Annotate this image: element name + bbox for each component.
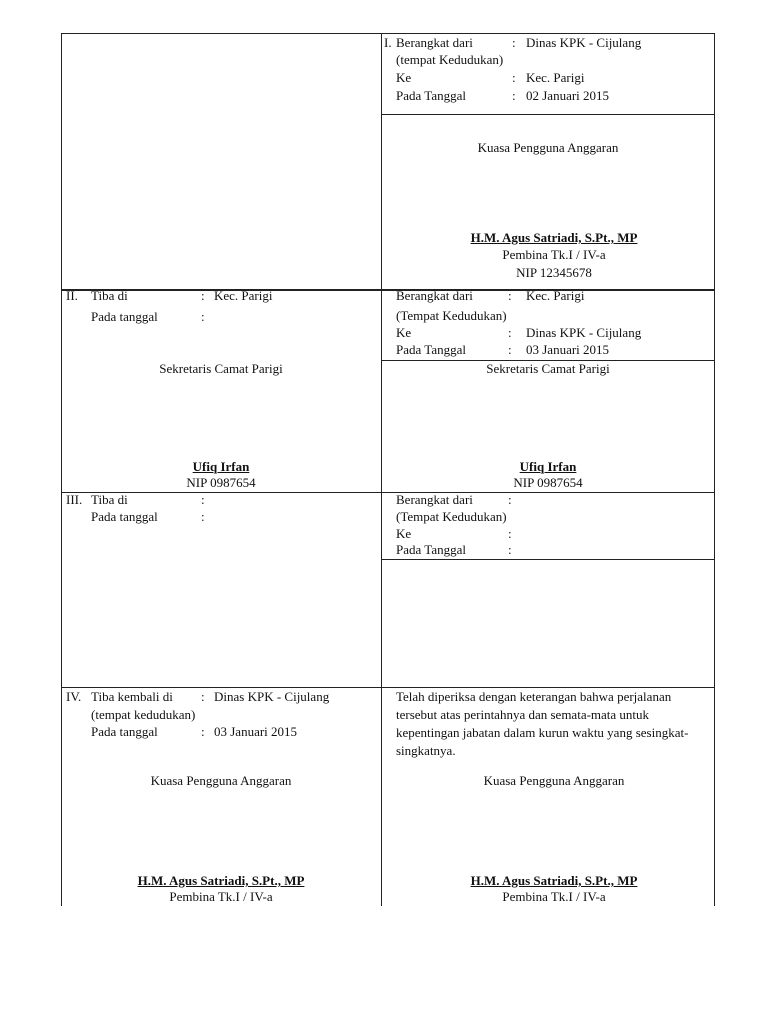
to-label: Ke — [396, 325, 412, 340]
depart-from-value: Kec. Parigi — [526, 288, 585, 303]
left-signer-rank: Pembina Tk.I / IV-a — [169, 889, 273, 904]
colon: : — [512, 35, 516, 50]
colon: : — [508, 288, 512, 303]
date-value: 03 Januari 2015 — [526, 342, 610, 357]
depart-from-label: Berangkat dari — [396, 288, 473, 303]
date-label: Pada Tanggal — [396, 88, 466, 103]
depart-from-sub: (tempat Kedudukan) — [396, 52, 504, 67]
colon: : — [201, 509, 205, 524]
signer-rank: Pembina Tk.I / IV-a — [502, 247, 606, 262]
left-signer-nip: NIP 0987654 — [186, 475, 256, 490]
colon: : — [508, 325, 512, 340]
date-value: 03 Januari 2015 — [214, 724, 298, 739]
colon: : — [201, 724, 205, 739]
right-signer-nip: NIP 0987654 — [513, 475, 583, 490]
colon: : — [201, 689, 205, 704]
statement: Telah diperiksa dengan keterangan bahwa perjalanan tersebut atas perintahnya dan semata-mata untuk kepentingan jabatan dalam kurun waktu yang sesingkat-singkatnya. — [396, 689, 689, 758]
arrive-value: Kec. Parigi — [214, 288, 273, 303]
right-signer-title: Sekretaris Camat Parigi — [486, 361, 610, 376]
arrive-label: Tiba di — [91, 492, 128, 507]
border-top — [61, 33, 715, 34]
right-signer-name: Ufiq Irfan — [519, 459, 577, 474]
date-label: Pada tanggal — [91, 724, 158, 739]
return-sub: (tempat kedudukan) — [91, 707, 196, 722]
right-signer-name: H.M. Agus Satriadi, S.Pt., MP — [470, 873, 638, 888]
section-2-numeral: II. — [66, 288, 78, 303]
depart-from-value: Dinas KPK - Cijulang — [526, 35, 642, 50]
colon: : — [512, 88, 516, 103]
colon: : — [512, 70, 516, 85]
divider-s2-s3 — [61, 492, 715, 493]
colon: : — [508, 342, 512, 357]
left-signer-title: Sekretaris Camat Parigi — [159, 361, 283, 376]
left-signer-title: Kuasa Pengguna Anggaran — [150, 773, 292, 788]
signer-nip: NIP 12345678 — [516, 265, 592, 280]
colon: : — [201, 309, 205, 324]
depart-from-label: Berangkat dari — [396, 492, 473, 507]
colon: : — [508, 526, 512, 541]
left-signer-name: H.M. Agus Satriadi, S.Pt., MP — [137, 873, 305, 888]
section-4-numeral: IV. — [66, 689, 82, 704]
return-label: Tiba kembali di — [91, 689, 173, 704]
to-label: Ke — [396, 70, 412, 85]
depart-from-sub: (Tempat Kedudukan) — [396, 308, 507, 323]
arrive-date-label: Pada tanggal — [91, 309, 158, 324]
to-value: Kec. Parigi — [526, 70, 585, 85]
to-label: Ke — [396, 526, 412, 541]
right-signer-rank: Pembina Tk.I / IV-a — [502, 889, 606, 904]
arrive-date-label: Pada tanggal — [91, 509, 158, 524]
colon: : — [201, 288, 205, 303]
date-label: Pada Tanggal — [396, 342, 466, 357]
arrive-label: Tiba di — [91, 288, 128, 303]
date-label: Pada Tanggal — [396, 542, 466, 557]
divider-s1-s2 — [61, 289, 715, 291]
divider-s1-right — [381, 114, 715, 115]
depart-from-sub: (Tempat Kedudukan) — [396, 509, 507, 524]
return-value: Dinas KPK - Cijulang — [214, 689, 330, 704]
signer-title: Kuasa Pengguna Anggaran — [477, 140, 619, 155]
colon: : — [508, 542, 512, 557]
depart-from-label: Berangkat dari — [396, 35, 473, 50]
divider-s3-right — [381, 559, 715, 560]
section-3-numeral: III. — [66, 492, 83, 507]
date-value: 02 Januari 2015 — [526, 88, 610, 103]
to-value: Dinas KPK - Cijulang — [526, 325, 642, 340]
left-signer-name: Ufiq Irfan — [192, 459, 250, 474]
signer-name: H.M. Agus Satriadi, S.Pt., MP — [470, 230, 638, 245]
colon: : — [201, 492, 205, 507]
right-signer-title: Kuasa Pengguna Anggaran — [483, 773, 625, 788]
section-1-numeral: I. — [384, 35, 392, 50]
colon: : — [508, 492, 512, 507]
